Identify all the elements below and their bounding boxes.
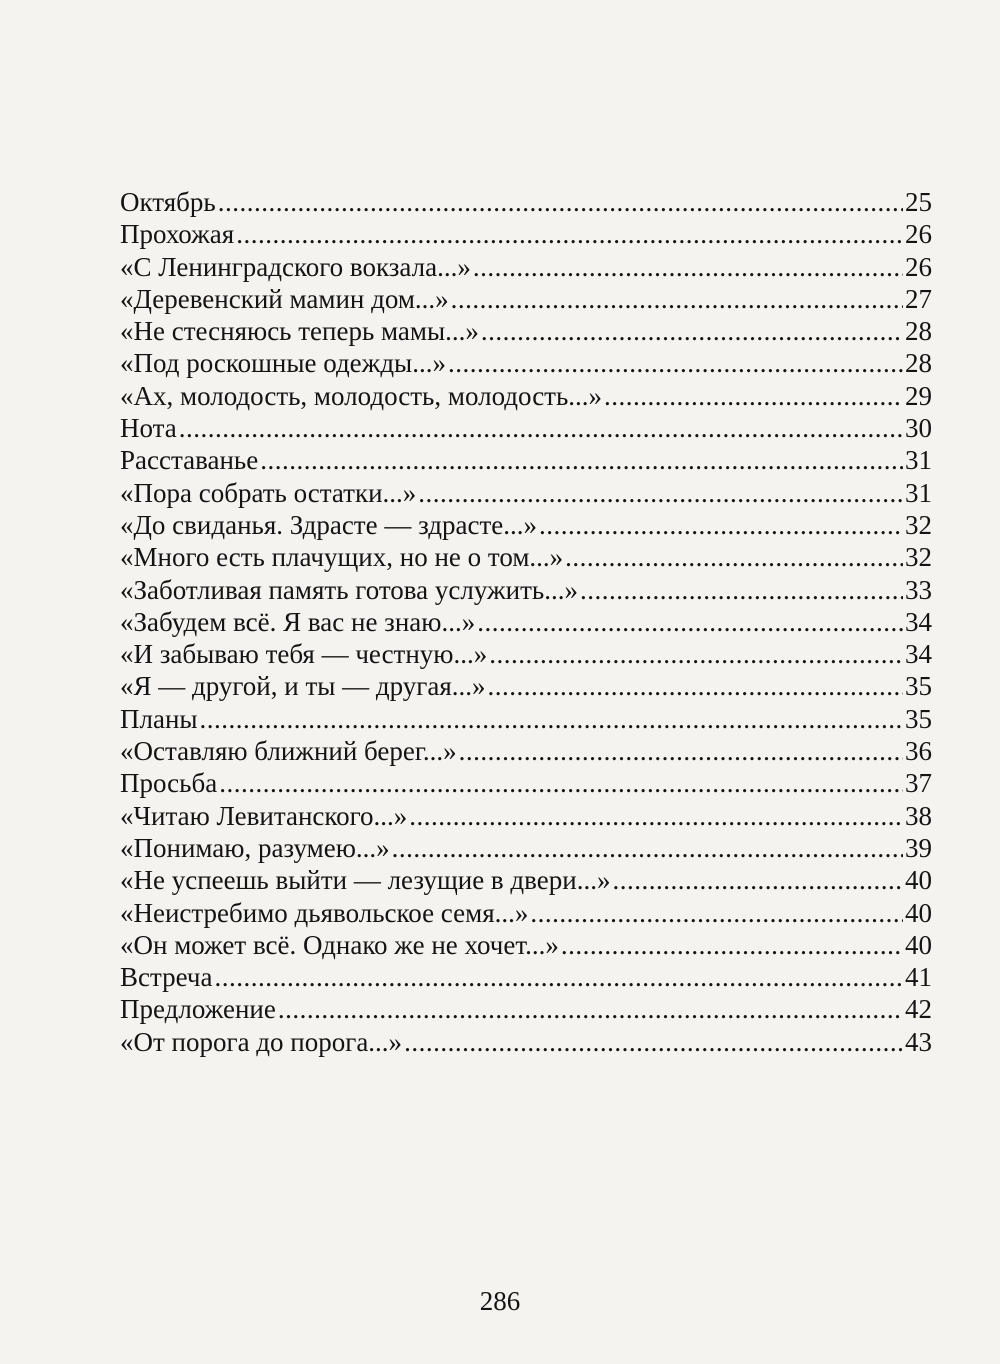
toc-entry-title: «Оставляю ближний берег...» <box>120 736 457 767</box>
toc-entry-title: Прохожая <box>120 219 235 250</box>
dot-leader <box>604 380 903 412</box>
toc-entry-page: 40 <box>905 897 932 928</box>
toc-entry <box>120 251 932 283</box>
toc-entry-title: «Неистребимо дьявольское семя...» <box>120 897 529 928</box>
dot-leader <box>418 477 903 509</box>
toc-entry-page: 27 <box>905 283 932 314</box>
toc-entry-title: «И забываю тебя — честную...» <box>120 639 488 670</box>
dot-leader <box>260 444 903 476</box>
dot-leader <box>409 800 903 832</box>
toc-entry-page: 28 <box>905 316 932 347</box>
toc-entry-page: 25 <box>905 187 932 217</box>
dot-leader <box>565 541 903 573</box>
toc-entry <box>120 412 932 444</box>
dot-leader <box>392 832 903 864</box>
toc-entry <box>120 574 932 606</box>
toc-entry-page: 26 <box>905 251 932 282</box>
toc-entry-title: «Он может всё. Однако же не хочет...» <box>120 929 559 960</box>
dot-leader <box>218 186 903 218</box>
toc-entry-title: «Читаю Левитанского...» <box>120 800 408 831</box>
toc-entry <box>120 347 932 379</box>
toc-entry-page: 34 <box>905 606 932 637</box>
toc-entry <box>120 864 932 896</box>
dot-leader <box>539 509 903 541</box>
toc-entry-title: «До свиданья. Здрасте — здрасте...» <box>120 509 538 540</box>
toc-entry-title: «С Ленинградского вокзала...» <box>120 251 471 282</box>
dot-leader <box>278 993 903 1025</box>
dot-leader <box>215 961 904 993</box>
toc-entry-page: 35 <box>905 671 932 702</box>
toc-entry <box>120 961 932 993</box>
dot-leader <box>451 283 903 315</box>
toc-entry-page: 39 <box>905 832 932 863</box>
toc-entry-page: 31 <box>905 445 932 476</box>
toc-entry-page: 33 <box>905 574 932 605</box>
toc-entry <box>120 993 932 1025</box>
toc-entry-page: 38 <box>905 800 932 831</box>
toc-entry-title: Октябрь <box>120 187 216 217</box>
toc-entry <box>120 315 932 347</box>
toc-entry <box>120 477 932 509</box>
dot-leader <box>561 929 903 961</box>
dot-leader <box>481 315 903 347</box>
toc-entry-title: «Заботливая память готова услужить...» <box>120 574 578 605</box>
toc-entry <box>120 703 932 735</box>
toc-entry <box>120 444 932 476</box>
toc-entry <box>120 606 932 638</box>
toc-entry-page: 37 <box>905 768 932 799</box>
toc-entry-title: «Под роскошные одежды...» <box>120 348 446 379</box>
dot-leader <box>236 218 903 250</box>
toc-entry-page: 40 <box>905 929 932 960</box>
toc-entry-title: Предложение <box>120 994 276 1025</box>
dot-leader <box>179 412 903 444</box>
toc-entry-title: Планы <box>120 703 198 734</box>
toc-entry <box>120 670 932 702</box>
toc-entry <box>120 1026 932 1058</box>
toc-entry <box>120 283 932 315</box>
toc-entry-page: 43 <box>905 1026 932 1057</box>
toc-entry <box>120 186 932 218</box>
toc-entry-page: 35 <box>905 703 932 734</box>
toc-entry-title: Просьба <box>120 768 218 799</box>
dot-leader <box>473 251 903 283</box>
dot-leader <box>459 735 903 767</box>
toc-entry <box>120 800 932 832</box>
toc-entry-page: 41 <box>905 962 932 993</box>
toc-entry-page: 32 <box>905 542 932 573</box>
toc-entry <box>120 541 932 573</box>
toc-entry <box>120 767 932 799</box>
toc-entry <box>120 509 932 541</box>
page-number: 286 <box>479 1286 521 1316</box>
toc-entry-title: «Ах, молодость, молодость, молодость...» <box>120 380 603 411</box>
toc-entry <box>120 638 932 670</box>
toc-entry-title: «Много есть плачущих, но не о том...» <box>120 542 564 573</box>
dot-leader <box>477 606 903 638</box>
toc-entry-title: «Забудем всё. Я вас не знаю...» <box>120 606 476 637</box>
toc-entry-page: 31 <box>905 477 932 508</box>
toc-entry-page: 32 <box>905 509 932 540</box>
toc-entry-title: «Понимаю, разумею...» <box>120 832 390 863</box>
toc-entry-page: 42 <box>905 994 932 1025</box>
toc-entry-title: «Я — другой, и ты — другая...» <box>120 671 486 702</box>
toc-entry <box>120 735 932 767</box>
toc-entry <box>120 380 932 412</box>
toc-entry-page: 30 <box>905 413 932 444</box>
toc-entry-page: 36 <box>905 736 932 767</box>
dot-leader <box>580 574 903 606</box>
toc-entry <box>120 832 932 864</box>
toc-entry <box>120 897 932 929</box>
toc-entry-title: «Не успеешь выйти — лезущие в двери...» <box>120 865 611 896</box>
toc-entry <box>120 929 932 961</box>
toc-entry-title: Встреча <box>120 962 213 993</box>
dot-leader <box>404 1026 903 1058</box>
dot-leader <box>488 670 904 702</box>
table-of-contents <box>120 186 932 1058</box>
toc-entry-title: «От порога до порога...» <box>120 1026 403 1057</box>
dot-leader <box>200 703 903 735</box>
toc-entry-title: «Пора собрать остатки...» <box>120 477 417 508</box>
toc-entry-page: 34 <box>905 639 932 670</box>
dot-leader <box>530 897 903 929</box>
toc-entry-title: Нота <box>120 413 177 444</box>
toc-entry-page: 28 <box>905 348 932 379</box>
dot-leader <box>612 864 903 896</box>
toc-entry-page: 26 <box>905 219 932 250</box>
toc-entry-title: Расставанье <box>120 445 259 476</box>
toc-entry-title: «Не стесняюсь теперь мамы...» <box>120 316 479 347</box>
dot-leader <box>219 767 903 799</box>
dot-leader <box>489 638 903 670</box>
toc-entry-title: «Деревенский мамин дом...» <box>120 283 449 314</box>
toc-entry-page: 29 <box>905 380 932 411</box>
toc-entry-page: 40 <box>905 865 932 896</box>
toc-entry <box>120 218 932 250</box>
dot-leader <box>448 347 903 379</box>
